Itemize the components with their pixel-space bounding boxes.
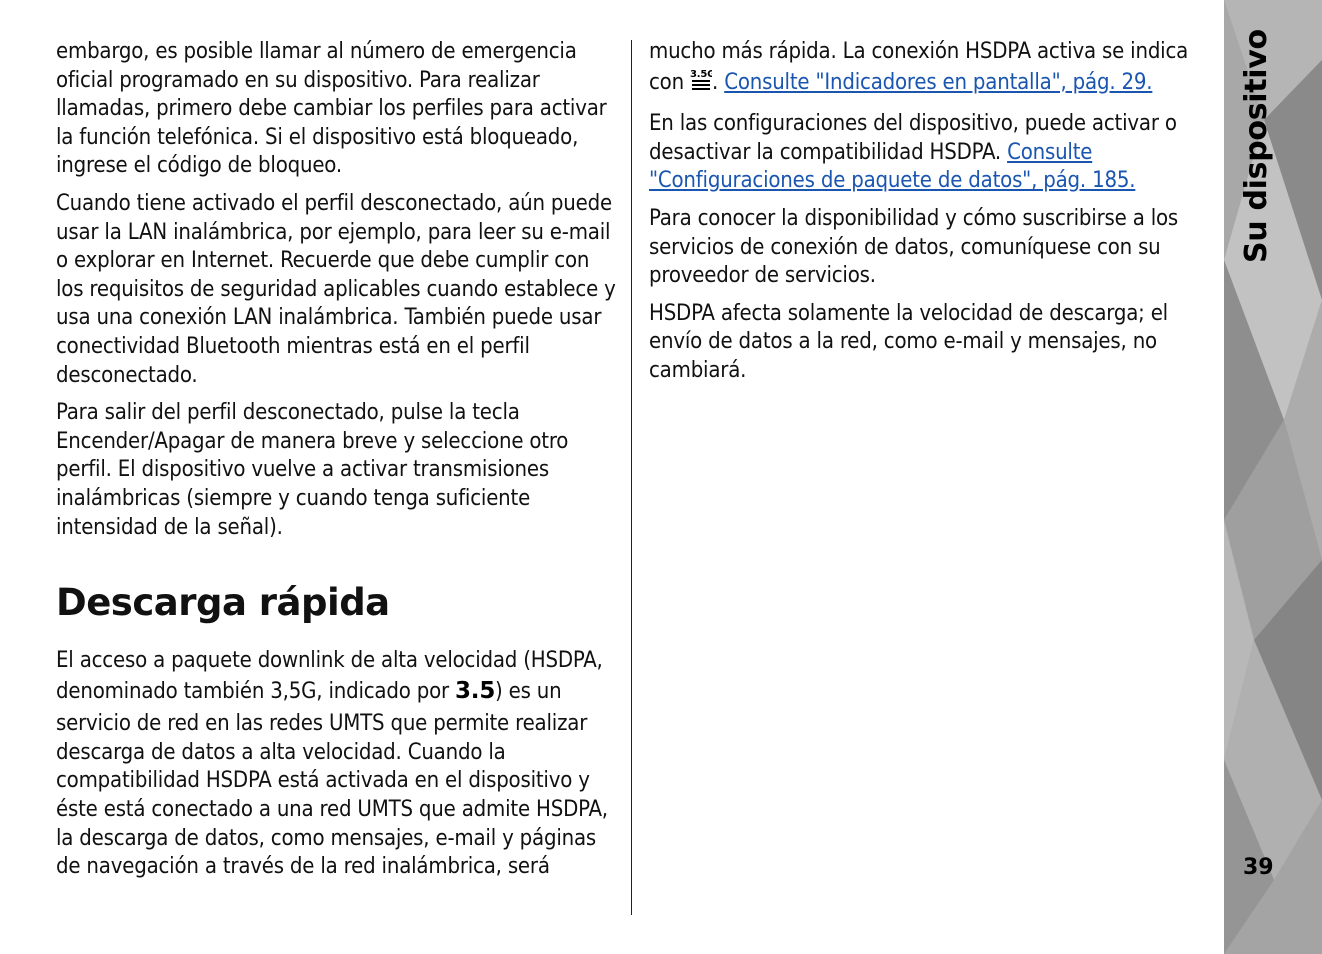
paragraph-emergency-call: embargo, es posible llamar al número de emergencia oficial programado en su dispositivo. Para realizar llamadas, primero debe cambiar los perfiles para activar la función telefónica. Si el dispositivo está bloqueado, ingrese el código de bloqueo. bbox=[56, 39, 607, 179]
hsdpa-settings-text: En las configuraciones del dispositivo, puede activar o desactivar la compatibilidad HSDPA. bbox=[649, 111, 1177, 165]
hsdpa-intro-text-end: ) es un servicio de red en las redes UMTS que permite realizar descarga de datos a alta velocidad. Cuando la compatibilidad HSDPA está activada en el dispositivo y éste está conectado a una red UMTS que admite HSDPA, la descarga de datos, como mensajes, e-mail y páginas de navegación a través de la red inalámbrica, será bbox=[56, 678, 608, 880]
hsdpa-active-text-end: . bbox=[712, 69, 725, 95]
left-column bbox=[56, 38, 618, 891]
hsdpa-3.5g-icon bbox=[455, 676, 495, 711]
right-column bbox=[649, 38, 1214, 395]
hsdpa-active-icon-label: 3.5G bbox=[690, 68, 713, 80]
link-packet-data-settings[interactable]: Consulte "Configuraciones de paquete de datos", pág. 185. bbox=[649, 139, 1136, 194]
paragraph-exit-offline: Para salir del perfil desconectado, pulse la tecla Encender/Apagar de manera breve y seleccione otro perfil. El dispositivo vuelve a activar transmisiones inalámbricas (siempre y cuando tenga suficiente intensidad de la señal). bbox=[56, 400, 569, 540]
page-number: 39 bbox=[1243, 855, 1274, 880]
paragraph-hsdpa-active bbox=[649, 38, 1214, 101]
paragraph-availability: Para conocer la disponibilidad y cómo suscribirse a los servicios de conexión de datos, comuníquese con su proveedor de servicios. bbox=[649, 205, 1179, 289]
hsdpa-active-text: mucho más rápida. La conexión HSDPA activa se indica con bbox=[649, 39, 1189, 95]
paragraph-download-only: HSDPA afecta solamente la velocidad de descarga; el envío de datos a la red, como e-mail y mensajes, no cambiará. bbox=[649, 300, 1168, 383]
link-screen-indicators[interactable]: Consulte "Indicadores en pantalla", pág. 29. bbox=[724, 69, 1153, 95]
paragraph-offline-wlan: Cuando tiene activado el perfil desconectado, aún puede usar la LAN inalámbrica, por ejemplo, para leer su e-mail o explorar en Internet. Recuerde que debe cumplir con los requisitos de seguridad aplicables cuando establece y usa una conexión LAN inalámbrica. También puede usar conectividad Bluetooth mientras está en el perfil desconectado. bbox=[56, 190, 616, 388]
chapter-title: Su dispositivo bbox=[1239, 29, 1274, 263]
hsdpa-icon-label: 3.5 bbox=[455, 677, 496, 702]
section-heading: Descarga rápida bbox=[56, 581, 390, 625]
hsdpa-active-transfer-icon bbox=[690, 67, 712, 102]
paragraph-hsdpa-intro bbox=[56, 647, 618, 882]
column-divider bbox=[631, 40, 632, 915]
hsdpa-intro-text-start: El acceso a paquete downlink de alta velocidad (HSDPA, denominado también 3,5G, indicado por bbox=[56, 648, 603, 704]
paragraph-hsdpa-settings bbox=[649, 110, 1214, 196]
